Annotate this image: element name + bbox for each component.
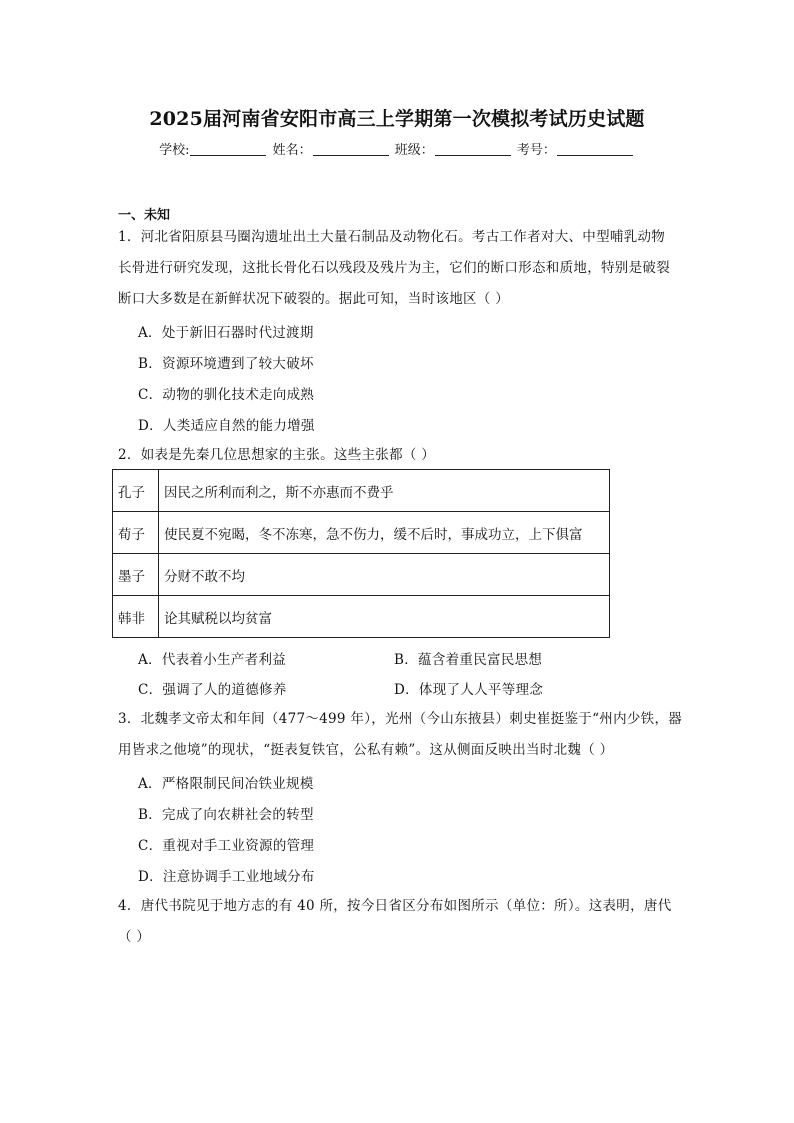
q1-option-d: D．人类适应自然的能力增强 xyxy=(138,418,315,434)
thinkers-table xyxy=(112,469,610,638)
table-row xyxy=(113,512,610,554)
thinker-quote: 使民夏不宛暍，冬不冻寒，急不伤力，缓不后时，事成功立，上下俱富 xyxy=(159,512,610,554)
thinker-name: 墨子 xyxy=(113,554,159,596)
q1-stem-line: 断口大多数是在新鲜状况下破裂的。据此可知，当时该地区（ ） xyxy=(118,291,509,307)
q3-stem-line: 3．北魏孝文帝太和年间（477～499 年），光州（今山东掖县）刺史崔挺鉴于“州内少铁，器 xyxy=(118,711,683,727)
q4-stem-line: （ ） xyxy=(118,929,151,945)
thinker-name: 荀子 xyxy=(113,512,159,554)
q1-option-a: A．处于新旧石器时代过渡期 xyxy=(138,325,314,341)
q2-option-c: C．强调了人的道德修养 xyxy=(138,682,287,698)
q3-option-c: C．重视对手工业资源的管理 xyxy=(138,838,315,854)
exam-no-label: 考号： xyxy=(516,143,556,158)
school-blank xyxy=(190,141,266,156)
table-row xyxy=(113,470,610,512)
thinker-name: 韩非 xyxy=(113,596,159,638)
class-blank xyxy=(435,141,511,156)
q2-stem: 2．如表是先秦几位思想家的主张。这些主张都（ ） xyxy=(118,447,436,463)
table-row xyxy=(113,554,610,596)
name-label: 姓名： xyxy=(272,143,312,158)
table-row xyxy=(113,596,610,638)
q3-option-d: D．注意协调手工业地域分布 xyxy=(138,869,315,885)
name-blank xyxy=(313,141,389,156)
q3-stem-line: 用皆求之他境”的现状，“挺表复铁官，公私有赖”。这从侧面反映出当时北魏（ ） xyxy=(118,742,614,758)
q3-option-b: B．完成了向农耕社会的转型 xyxy=(138,807,314,823)
class-label: 班级： xyxy=(394,143,434,158)
q1-stem-line: 1．河北省阳原县马圈沟遗址出土大量石制品及动物化石。考古工作者对大、中型哺乳动物 xyxy=(118,229,666,245)
thinker-name: 孔子 xyxy=(113,470,159,512)
page-title: 2025届河南省安阳市高三上学期第一次模拟考试历史试题 xyxy=(149,108,645,130)
thinker-quote: 分财不敢不均 xyxy=(159,554,610,596)
q1-option-b: B．资源环境遭到了较大破坏 xyxy=(138,356,314,372)
thinker-quote: 因民之所利而利之，斯不亦惠而不费乎 xyxy=(159,470,610,512)
school-label: 学校: xyxy=(159,143,190,158)
q2-option-d: D．体现了人人平等理念 xyxy=(394,682,544,698)
exam-no-blank xyxy=(557,141,633,156)
thinker-quote: 论其赋税以均贫富 xyxy=(159,596,610,638)
q4-stem-line: 4．唐代书院见于地方志的有 40 所，按今日省区分布如图所示（单位：所）。这表明，唐代 xyxy=(118,898,672,914)
q3-option-a: A．严格限制民间冶铁业规模 xyxy=(138,776,314,792)
student-info-line xyxy=(0,139,794,158)
q1-stem-line: 长骨进行研究发现，这批长骨化石以残段及残片为主，它们的断口形态和质地，特别是破裂 xyxy=(118,260,670,276)
q2-option-b: B．蕴含着重民富民思想 xyxy=(394,652,543,668)
section-heading: 一、未知 xyxy=(118,208,171,223)
q2-option-a: A．代表着小生产者利益 xyxy=(138,652,287,668)
q1-option-c: C．动物的驯化技术走向成熟 xyxy=(138,387,315,403)
